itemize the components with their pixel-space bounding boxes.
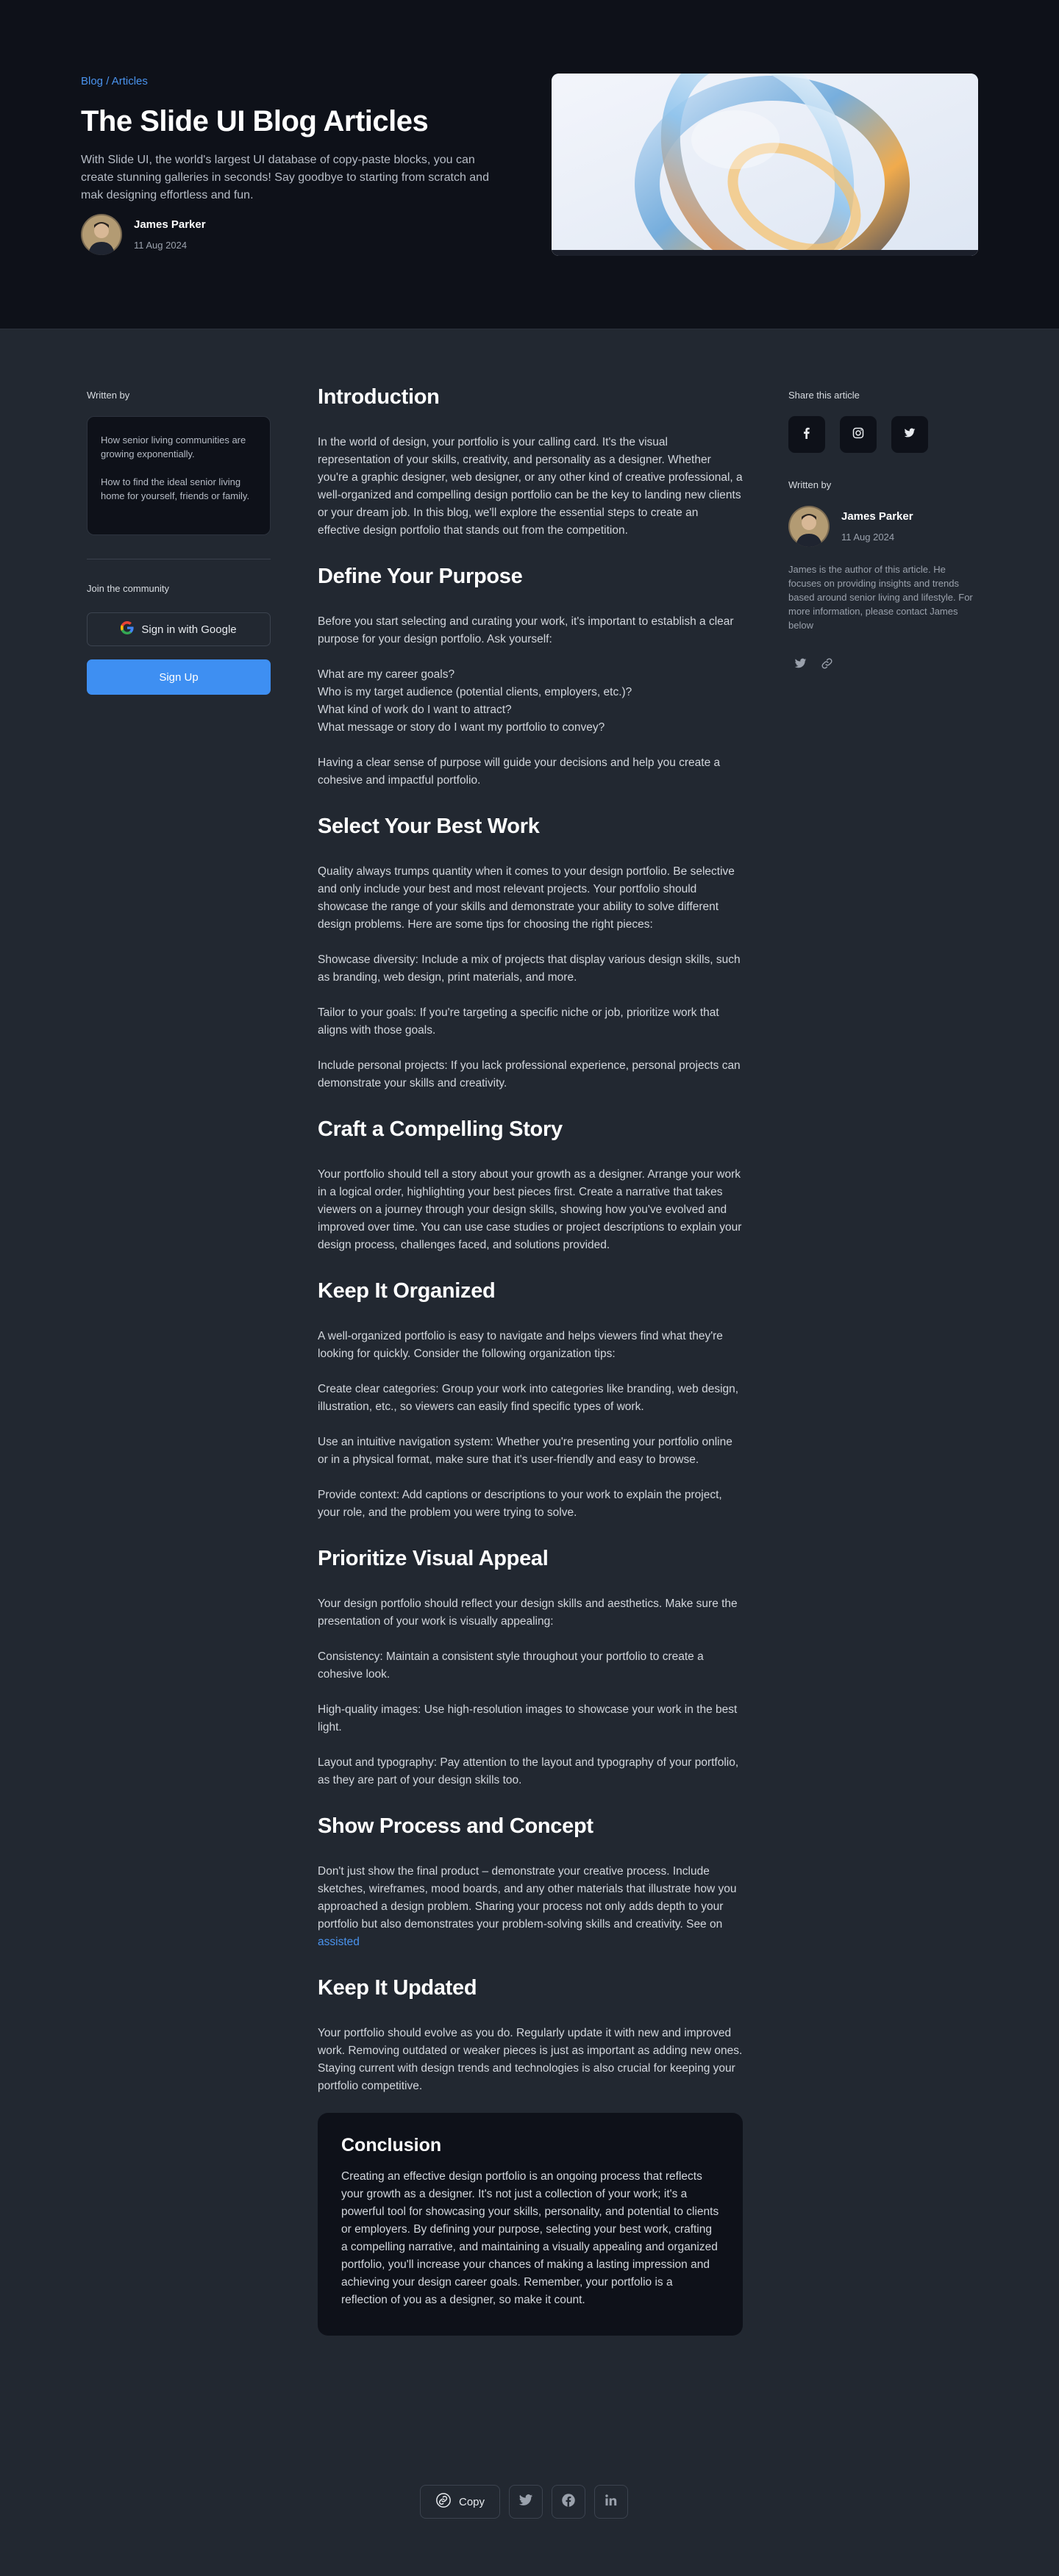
related-article-link[interactable]: How senior living communities are growing exponentially.	[101, 434, 246, 459]
copy-link-button[interactable]	[420, 2485, 500, 2519]
paragraph: Provide context: Add captions or descriptions to your work to explain the project, your role, and the problem you were trying to solve.	[318, 1489, 722, 1519]
share-linkedin-button[interactable]	[594, 2485, 628, 2519]
copy-link-icon	[435, 2492, 452, 2511]
section-heading: Select Your Best Work	[318, 815, 540, 838]
section-heading: Prioritize Visual Appeal	[318, 1547, 549, 1570]
paragraph: Creating an effective design portfolio is an ongoing process that reflects your growth as a designer. It's not just a collection of your work; it's a powerful tool for showcasing your skills, personality, and potential to clients or employers. By defining your purpose, selecting your best work, crafting a compelling narrative, and maintaining a visually appealing and organized portfolio, you'll increase your chances of making a lasting impression and achieving your design career goals. Remember, your portfolio is a reflection of you as a designer, so make it count.	[341, 2170, 719, 2306]
author-bio: James is the author of this article. He focuses on providing insights and trends based around senior living and lifestyle. For more information, please contact James below	[788, 564, 973, 631]
google-icon	[121, 621, 134, 637]
facebook-icon	[801, 427, 813, 443]
linkedin-icon	[605, 2494, 618, 2511]
paragraph: Your design portfolio should reflect your design skills and aesthetics. Make sure the presentation of your work is visually appealing:	[318, 1598, 738, 1628]
article-body	[318, 382, 743, 2336]
paragraph: Tailor to your goals: If you're targeting a specific niche or job, prioritize work that aligns with those goals.	[318, 1006, 719, 1037]
paragraph: A well-organized portfolio is easy to navigate and helps viewers find what they're looking for quickly. Consider the following organization tips:	[318, 1330, 723, 1360]
hero-image	[552, 74, 978, 256]
section-heading: Keep It Organized	[318, 1279, 496, 1303]
join-community-label: Join the community	[87, 583, 169, 594]
author-name: James Parker	[134, 218, 206, 231]
paragraph: High-quality images: Use high-resolution images to showcase your work in the best light.	[318, 1703, 738, 1734]
paragraph: Having a clear sense of purpose will guide your decisions and help you create a cohesive and impactful portfolio.	[318, 756, 721, 787]
conclusion-heading: Conclusion	[341, 2135, 442, 2155]
avatar	[81, 214, 122, 255]
paragraph: Before you start selecting and curating your work, it's important to establish a clear purpose for your design portfolio. Ask yourself:	[318, 615, 734, 645]
written-by-label: Written by	[788, 479, 832, 490]
twitter-icon	[518, 2493, 533, 2511]
section-heading: Show Process and Concept	[318, 1814, 593, 1838]
breadcrumb[interactable]: Blog / Articles	[81, 75, 148, 87]
facebook-icon	[561, 2493, 576, 2511]
paragraph: Your portfolio should tell a story about your growth as a designer. Arrange your work in a logical order, highlighting your best pieces first. Create a narrative that takes viewers on a journey through your design skills, showing how you've evolved and improved over time. You can use case studies or project descriptions to explain your design process, challenges faced, and solutions provided.	[318, 1168, 742, 1251]
question-item: What are my career goals?	[318, 668, 455, 681]
hero-header	[0, 0, 1059, 329]
avatar	[788, 506, 830, 547]
paragraph: Your portfolio should evolve as you do. Regularly update it with new and improved work. Removing outdated or weaker pieces is just as important as adding new ones. Staying current with design trends and technologies is also crucial for keeping your portfolio competitive.	[318, 2027, 743, 2092]
paragraph: Quality always trumps quantity when it comes to your design portfolio. Be selective and only include your best and most relevant projects. Your portfolio should showcase the range of your skills and demonstrate your ability to solve different design problems. Here are some tips for choosing the right pieces:	[318, 865, 735, 931]
google-signin-label: Sign in with Google	[141, 623, 237, 636]
related-article-link[interactable]: How to find the ideal senior living home for yourself, friends or family.	[101, 476, 250, 501]
related-articles-box	[87, 416, 271, 535]
section-heading: Craft a Compelling Story	[318, 1117, 563, 1141]
instagram-icon	[852, 427, 864, 443]
share-twitter-button[interactable]	[891, 416, 928, 453]
question-item: What kind of work do I want to attract?	[318, 704, 512, 716]
paragraph-text: Don't just show the final product – demonstrate your creative process. Include sketches, wireframes, mood boards, and any other materials that illustrate how you approached a design problem. Sharing your process not only adds depth to your portfolio but also demonstrates your problem-solving skills and creativity. See on	[318, 1865, 737, 1931]
publish-date: 11 Aug 2024	[841, 532, 895, 543]
hero-subtitle: With Slide UI, the world's largest UI database of copy-paste blocks, you can create stunning galleries in seconds! Say goodbye to starting from scratch and mak designing effortless and fun.	[81, 154, 489, 201]
question-item: What message or story do I want my portfolio to convey?	[318, 721, 605, 734]
share-facebook-button[interactable]	[788, 416, 825, 453]
author-name: James Parker	[841, 510, 913, 523]
paragraph: In the world of design, your portfolio is your calling card. It's the visual representation of your skills, creativity, and personality as a designer. Whether you're a graphic designer, web designer, or any other kind of creative professional, a well-organized and compelling design portfolio can be the key to landing new clients or your dream job. In this blog, we'll explore the essential steps to create an effective design portfolio that stands out from the competition.	[318, 436, 743, 537]
paragraph: Layout and typography: Pay attention to the layout and typography of your portfolio, as they are part of your design skills too.	[318, 1756, 739, 1786]
link-icon[interactable]	[819, 656, 834, 670]
paragraph: Consistency: Maintain a consistent style throughout your portfolio to create a cohesive look.	[318, 1650, 704, 1681]
twitter-icon[interactable]	[793, 656, 807, 670]
question-item: Who is my target audience (potential clients, employers, etc.)?	[318, 686, 632, 698]
page-title: The Slide UI Blog Articles	[81, 105, 429, 137]
section-heading: Introduction	[318, 385, 440, 409]
section-heading: Keep It Updated	[318, 1976, 477, 2000]
paragraph: Include personal projects: If you lack professional experience, personal projects can demonstrate your skills and creativity.	[318, 1059, 741, 1090]
publish-date: 11 Aug 2024	[134, 240, 188, 251]
share-instagram-button[interactable]	[840, 416, 877, 453]
written-by-label: Written by	[87, 390, 130, 401]
share-twitter-button[interactable]	[509, 2485, 543, 2519]
share-buttons	[788, 416, 928, 453]
paragraph: Use an intuitive navigation system: Whether you're presenting your portfolio online or in a physical format, make sure that it's user-friendly and easy to browse.	[318, 1436, 732, 1466]
section-heading: Define Your Purpose	[318, 565, 523, 588]
share-label: Share this article	[788, 390, 860, 401]
conclusion-card	[318, 2113, 743, 2336]
signup-button[interactable]: Sign Up	[87, 659, 271, 695]
twitter-icon	[904, 427, 916, 443]
paragraph	[318, 1863, 743, 1951]
google-signin-button[interactable]	[87, 612, 271, 646]
assisted-link[interactable]: assisted	[318, 1936, 360, 1948]
share-facebook-button[interactable]	[552, 2485, 585, 2519]
author-links	[793, 656, 834, 670]
paragraph: Create clear categories: Group your work into categories like branding, web design, illustration, etc., so viewers can easily find specific types of work.	[318, 1383, 739, 1413]
copy-label: Copy	[459, 2495, 485, 2508]
bottom-share-bar	[420, 2485, 628, 2519]
paragraph: Showcase diversity: Include a mix of projects that display various design skills, such as branding, web design, print materials, and more.	[318, 954, 741, 984]
